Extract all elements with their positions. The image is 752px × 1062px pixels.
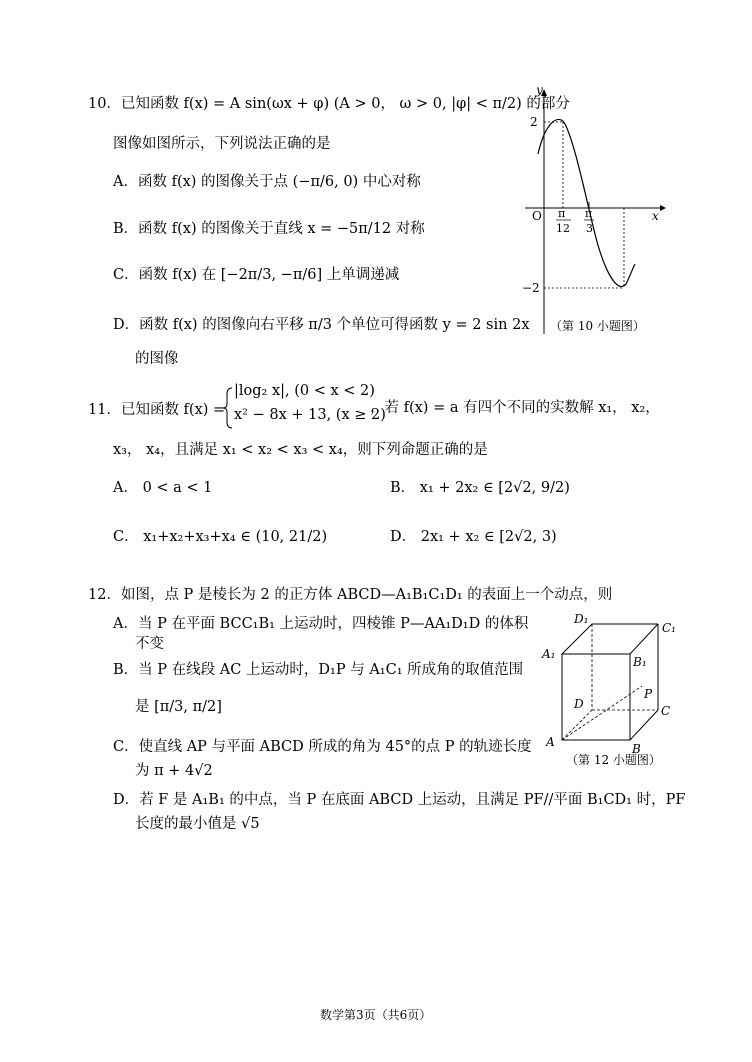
- q10-option-d-cont: 的图像: [135, 351, 179, 367]
- q11-option-d: D． 2x₁ + x₂ ∈ [2√2, 3): [390, 529, 557, 545]
- q12-option-d-line2: 长度的最小值是 √5: [135, 816, 260, 832]
- q12-option-b-line1: B．当 P 在线段 AC 上运动时，D₁P 与 A₁C₁ 所成角的取值范围: [113, 662, 524, 678]
- q10-x-axis-label: x: [652, 209, 659, 223]
- q10-y-axis-label: y: [536, 84, 543, 97]
- q10-figure-caption: （第 10 小题图）: [550, 319, 645, 333]
- q12-label-b: B: [632, 742, 641, 756]
- q10-option-b: B．函数 f(x) 的图像关于直线 x = −5π/12 对称: [113, 221, 425, 237]
- q12-figure: [540, 612, 690, 762]
- q10-ymin-label: −2: [522, 281, 540, 295]
- q12-label-d1: D₁: [574, 612, 589, 626]
- q12-option-b-line2: 是 [π/3, π/2]: [135, 699, 222, 715]
- q11-option-c: C． x₁+x₂+x₃+x₄ ∈ (10, 21/2): [113, 529, 328, 545]
- q11-stem-b: ，若 f(x) = a 有四个不同的实数解 x₁， x₂，: [370, 400, 660, 416]
- q12-label-a1: A₁: [542, 647, 556, 661]
- q12-option-c-line2: 为 π + 4√2: [135, 763, 213, 779]
- q12-label-c: C: [661, 704, 671, 718]
- q11-option-a: A． 0 < a < 1: [113, 480, 213, 496]
- q10-option-d: D．函数 f(x) 的图像向右平移 π/3 个单位可得函数 y = 2 sin 2x: [113, 317, 530, 333]
- q10-option-a: A．函数 f(x) 的图像关于点 (−π/6, 0) 中心对称: [113, 174, 421, 190]
- q10-tick1-num: π: [558, 207, 566, 220]
- q12-label-d: D: [574, 697, 584, 711]
- q11-case-brace: [222, 386, 234, 430]
- q12-label-a: A: [546, 735, 555, 749]
- q12-option-d-line1: D．若 F 是 A₁B₁ 的中点，当 P 在底面 ABCD 上运动，且满足 PF//平面 B₁CD₁ 时，PF: [113, 792, 686, 808]
- q12-option-a-line1: A．当 P 在平面 BCC₁B₁ 上运动时，四棱锥 P—AA₁D₁D 的体积: [113, 616, 529, 632]
- q12-label-b1: B₁: [633, 655, 647, 669]
- page-footer: 数学第3页（共6页）: [320, 1008, 432, 1022]
- q11-case2: x² − 8x + 13, (x ≥ 2): [234, 407, 386, 423]
- q12-stem: 12．如图，点 P 是棱长为 2 的正方体 ABCD—A₁B₁C₁D₁ 的表面上一个动点，则: [88, 587, 613, 603]
- q10-tick2-den: 3: [586, 222, 593, 235]
- q10-figure: [520, 84, 670, 344]
- q11-option-b: B． x₁ + 2x₂ ∈ [2√2, 9/2): [390, 480, 570, 496]
- q10-tick1-den: 12: [556, 222, 570, 235]
- sine-curve: [538, 119, 635, 286]
- q10-tick2-num: π: [585, 207, 593, 220]
- q12-label-c1: C₁: [662, 621, 676, 635]
- q10-option-c: C．函数 f(x) 在 [−2π/3, −π/6] 上单调递减: [113, 267, 400, 283]
- q10-stem-line2: 图像如图所示，下列说法正确的是: [113, 136, 331, 152]
- q11-case1: |log₂ x|, (0 < x < 2): [234, 383, 375, 399]
- q12-figure-caption: （第 12 小题图）: [566, 753, 661, 767]
- q12-option-a-line2: 不变: [135, 636, 164, 652]
- q10-origin-label: O: [532, 209, 542, 223]
- q12-label-p: P: [644, 687, 653, 701]
- q11-stem-line2: x₃， x₄，且满足 x₁ < x₂ < x₃ < x₄，则下列命题正确的是: [113, 442, 488, 458]
- q11-stem-a: 11．已知函数 f(x) =: [88, 402, 226, 418]
- q10-ymax-label: 2: [530, 115, 538, 129]
- q12-option-c-line1: C．使直线 AP 与平面 ABCD 所成的角为 45°的点 P 的轨迹长度: [113, 739, 532, 755]
- q10-stem-line1: 10．已知函数 f(x) = A sin(ωx + φ) (A > 0， ω > 0, |φ| < π/2) 的部分: [88, 96, 570, 112]
